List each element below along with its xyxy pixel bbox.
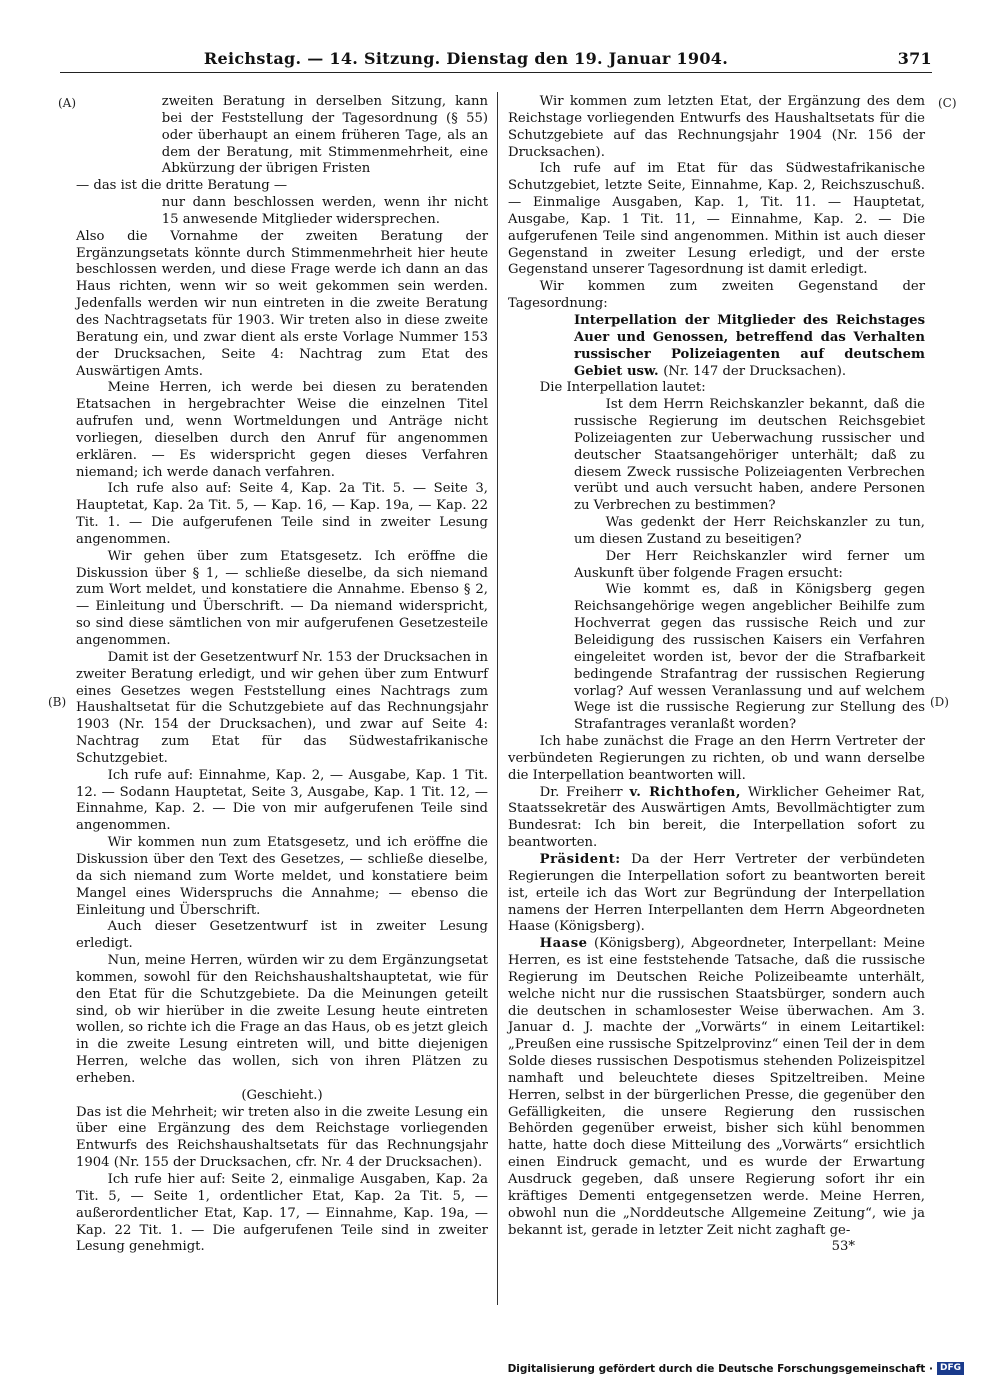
paragraph: Wir kommen nun zum Etatsgesetz, und ich eröffne die Diskussion über den Text des Gesetzes, — schließe dieselbe, da sich niemand zum Worte meldet, und konstatiere beim Mangel eines Widerspruchs die Annahme; — ebenso die Einleitung und Überschrift. [76, 835, 488, 918]
paragraph: Das ist die Mehrheit; wir treten also in die zweite Lesung ein über eine Ergänzung des dem Reichstage vorliegenden Entwurfs des Reichshaushaltsetats für das Rechnungsjahr 1904 (Nr. 155 der Drucksachen, cfr. Nr. 4 der Drucksachen). [76, 1104, 488, 1171]
speaker-name: Haase [539, 936, 588, 952]
paragraph: Die Interpellation lautet: [539, 380, 706, 396]
digitization-credit [508, 1362, 964, 1375]
stage-direction: (Geschieht.) [241, 1087, 323, 1103]
speaker-name: Präsident: [539, 851, 621, 867]
speech [508, 852, 925, 936]
margin-mark-b: (B) [48, 695, 67, 709]
speech [508, 936, 925, 1239]
paragraph: Auch dieser Gesetzentwurf ist in zweiter Lesung erledigt. [76, 919, 488, 952]
speaker-name: v. Richthofen, [629, 784, 741, 800]
interpellation-title: Interpellation der Mitglieder des Reichstages Auer und Genossen, betreffend das Verhalten russischer Polizeiagenten auf deutschem Gebiet usw. [574, 312, 925, 379]
interpellation-reference: (Nr. 147 der Drucksachen). [663, 363, 847, 379]
paragraph: Ich rufe hier auf: Seite 2, einmalige Ausgaben, Kap. 2a Tit. 5, — Seite 1, ordentlicher Etat, Kap. 2a Tit. 5, — außerordentlicher Etat, Kap. 17, — Einnahme, Kap. 19a, — Kap. 22 Tit. 1. — Die aufgerufenen Teile sind in zweiter Lesung genehmigt. [76, 1172, 488, 1255]
paragraph: Wir kommen zum zweiten Gegenstand der Tagesordnung: [508, 279, 925, 312]
margin-mark-a: (A) [58, 96, 77, 110]
right-column [508, 94, 925, 1256]
page-number: 371 [897, 49, 932, 68]
speaker-title: Dr. Freiherr [539, 784, 623, 800]
paragraph: Ich habe zunächst die Frage an den Herrn Vertreter der verbündeten Regierungen zu richten, ob und wann derselbe die Interpellation beantworten will. [508, 734, 925, 783]
signature-mark: 53* [831, 1239, 855, 1255]
paragraph: — das ist die dritte Beratung — [76, 178, 288, 194]
interpellation-text: Wie kommt es, daß in Königsberg gegen Reichsangehörige wegen angeblicher Beihilfe zum Hochverrat gegen das russische Reich und zur Beleidigung des russischen Kaisers ein Verfahren eingeleitet worden ist, bevor der die Strafbarkeit bedingende Strafantrag der russischen Regierung vorlag? Auf wessen Veranlassung und auf welchem Wege ist die russische Regierung zur Stellung des Strafantrages veranlaßt worden? [574, 582, 925, 733]
paragraph: Ich rufe auf: Einnahme, Kap. 2, — Ausgabe, Kap. 1 Tit. 12. — Sodann Hauptetat, Seite 3, Ausgabe, Kap. 1 Tit. 12, — Einnahme, Kap. 2. — Die von mir aufgerufenen Teile sind angenommen. [76, 767, 488, 834]
interpellation-text: Der Herr Reichskanzler wird ferner um Auskunft über folgende Fragen ersucht: [574, 548, 925, 581]
paragraph: Ich rufe also auf: Seite 4, Kap. 2a Tit. 5. — Seite 3, Hauptetat, Kap. 2a Tit. 5, — Kap. 16, — Kap. 19a, — Kap. 22 Tit. 1. — Die aufgerufenen Teile sind in zweiter Lesung angenommen. [76, 481, 488, 547]
dfg-logo: DFG [937, 1362, 964, 1375]
paragraph: Ich rufe auf im Etat für das Südwestafrikanische Schutzgebiet, letzte Seite, Einnahme, Kap. 2, Reichszuschuß. — Einmalige Ausgaben, Kap. 1, Tit. 11. — Hauptetat, Ausgabe, Kap. 1 Tit. 11, — Einnahme, Kap. 2. — Die aufgerufenen Teile sind angenommen. Mithin ist auch dieser Gegenstand in zweiter Lesung erledigt, und der erste Gegenstand unserer Tagesordnung ist damit erledigt. [508, 161, 925, 278]
paragraph: Meine Herren, ich werde bei diesen zu beratenden Etatsachen in hergebrachter Weise die einzelnen Titel aufrufen und, wenn Wortmeldungen und Anträge nicht vorliegen, dieselben durch den Anruf für angenommen erklären. — Es widerspricht gegen dieses Verfahren niemand; ich werde danach verfahren. [76, 380, 488, 480]
paragraph: zweiten Beratung in derselben Sitzung, kann bei der Feststellung der Tagesordnung (§ 55) oder überhaupt an einem früheren Tage, als an dem der Beratung, mit Stimmenmehrheit, eine Abkürzung der übrigen Fristen [161, 94, 488, 177]
agenda-heading [508, 313, 925, 380]
speech [508, 785, 925, 852]
paragraph: nur dann beschlossen werden, wenn ihr nicht 15 anwesende Mitglieder widersprechen. [161, 195, 488, 227]
margin-mark-c: (C) [938, 96, 957, 110]
speech-text: Da der Herr Vertreter der verbündeten Regierungen die Interpellation sofort zu beantworten bereit ist, erteile ich das Wort zur Begründung der Interpellation namens der Herren Interpellanten dem Herrn Abgeordneten Haase (Königsberg). [508, 851, 925, 935]
paragraph: Wir gehen über zum Etatsgesetz. Ich eröffne die Diskussion über § 1, — schließe dieselbe, da sich niemand zum Wort meldet, und konstatiere die Annahme. Ebenso § 2, — Einleitung und Überschrift. — Da niemand widerspricht, so sind diese sämtlichen von mir aufgerufenen Gesetzesteile angenommen. [76, 548, 488, 648]
paragraph: Damit ist der Gesetzentwurf Nr. 153 der Drucksachen in zweiter Beratung erledigt, und wir gehen über zum Entwurf eines Gesetzes wegen Feststellung eines Nachtrags zum Haushaltsetat für die Schutzgebiete auf das Rechnungsjahr 1903 (Nr. 154 der Drucksachen), und zwar auf Seite 4: Nachtrag zum Etat für das Südwestafrikanische Schutzgebiet. [76, 649, 488, 766]
page-header [60, 46, 932, 73]
paragraph: Also die Vornahme der zweiten Beratung der Ergänzungsetats könnte durch Stimmenmehrheit hier heute beschlossen werden, und diese Frage werde ich dann an das Haus richten, wenn wir so weit gekommen sein werden. Jedenfalls werden wir nun eintreten in die zweite Beratung des Nachtragsetats für 1903. Wir treten also in diese zweite Beratung ein, und zwar dient als erste Vorlage Nummer 153 der Drucksachen, Seite 4: Nachtrag zum Etat des Auswärtigen Amts. [76, 228, 488, 379]
paragraph: Wir kommen zum letzten Etat, der Ergänzung des dem Reichstage vorliegenden Entwurfs des Haushaltsetats für die Schutzgebiete auf das Rechnungsjahr 1904 (Nr. 156 der Drucksachen). [508, 94, 925, 160]
column-divider [497, 92, 498, 1305]
margin-mark-d: (D) [930, 695, 949, 709]
speech-text: Wirklicher Geheimer Rat, Staatssekretär des Auswärtigen Amts, Bevollmächtigter zum Bundesrat: Ich bin bereit, die Interpellation sofort zu beantworten. [508, 784, 925, 851]
interpellation-text: Was gedenkt der Herr Reichskanzler zu tun, um diesen Zustand zu beseitigen? [574, 515, 925, 547]
running-title: Reichstag. — 14. Sitzung. Dienstag den 19. Januar 1904. [203, 49, 729, 68]
speech-text: (Königsberg), Abgeordneter, Interpellant: Meine Herren, es ist eine feststehende Tatsache, daß die russische Regierung im Deutschen Reiche Polizeibeamte unterhält, welche nicht nur die russischen Staatsbürger, sondern auch die deutschen in schamlosester Weise überwachen. Am 3. Januar d. J. machte der „Vorwärts“ in einem Leitartikel: „Preußen eine russische Spitzelprovinz“ einen Teil der in dem Solde dieses russischen Despotismus stehenden Polizeispitzel namhaft und beleuchtete dieses Spitzeltreiben. Meine Herren, selbst in der bürgerlichen Presse, die gegenüber den Gefälligkeiten, die unsere Regierung den russischen Behörden gegenüber erweist, bisher sich kühl benommen hatte, hatte doch diese Mitteilung des „Vorwärts“ ersichtlich einen Eindruck gemacht, und es wurde der Erwartung Ausdruck gegeben, daß unsere Regierung sofort ihr ein kräftiges Dementi entgegensetzen werde. Meine Herren, obwohl nun die „Norddeutsche Allgemeine Zeitung“, wie ja bekannt ist, gerade in letzter Zeit nicht zaghaft ge- [508, 936, 925, 1238]
paragraph: Nun, meine Herren, würden wir zu dem Ergänzungsetat kommen, sowohl für den Reichshaushaltshauptetat, wie für den Etat für die Schutzgebiete. Da die Meinungen geteilt sind, ob wir hierüber in die zweite Lesung heute eintreten wollen, so richte ich die Frage an das Haus, ob es jetzt gleich in die zweite Lesung eintreten will, und bitte diejenigen Herren, welche das wollen, sich von ihren Plätzen zu erheben. [76, 953, 488, 1086]
left-column [76, 94, 488, 1256]
credit-text: Digitalisierung gefördert durch die Deutsche Forschungsgemeinschaft · [507, 1362, 933, 1375]
interpellation-text: Ist dem Herrn Reichskanzler bekannt, daß die russische Regierung im deutschen Reichsgebiet Polizeiagenten zur Ueberwachung russischer und deutscher Staatsangehöriger unterhält; daß zu diesem Zweck russische Polizeiagenten Verbrechen verübt und auch versucht haben, andere Personen zu Verbrechen zu bestimmen? [574, 397, 925, 514]
